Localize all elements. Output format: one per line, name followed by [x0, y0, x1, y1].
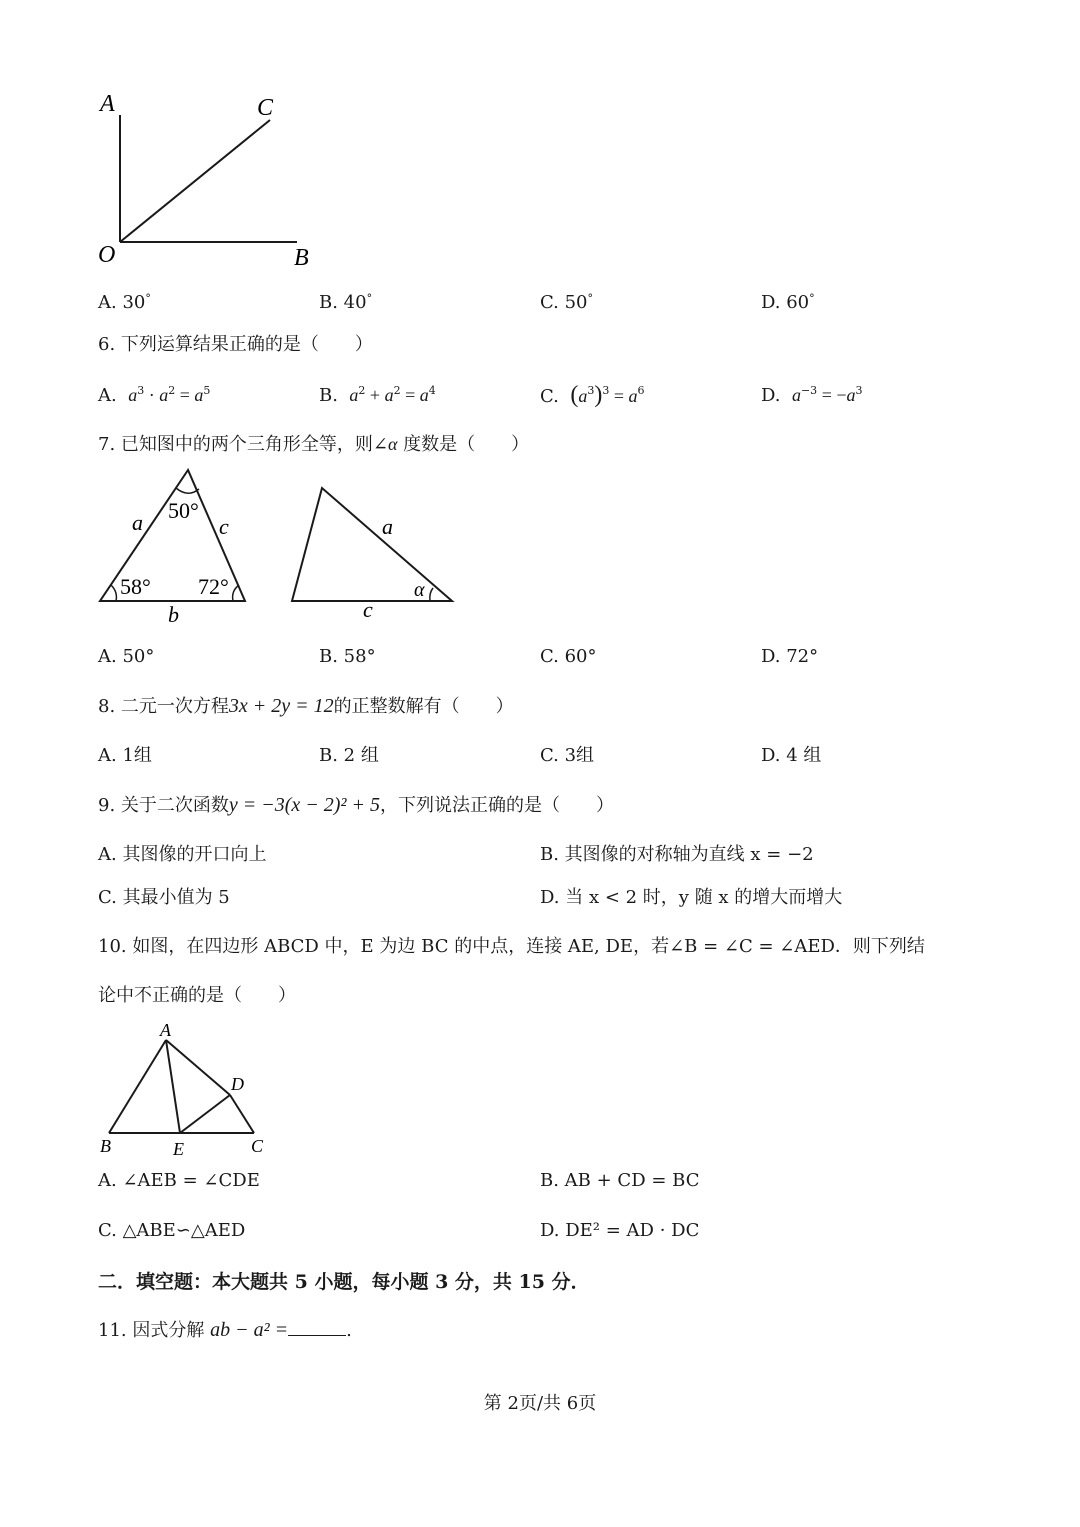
q10-stem-line2: 论中不正确的是（ ）	[98, 985, 296, 1006]
side-c2-label: c	[363, 597, 373, 622]
q7-stem: 7. 已知图中的两个三角形全等，则∠α 度数是（ ）	[98, 434, 530, 455]
q10-option-b: B. AB + CD = BC	[540, 1170, 700, 1191]
q9-option-c: C. 其最小值为 5	[98, 887, 230, 908]
q8-option-d: D. 4 组	[761, 745, 822, 766]
q7-option-d: D. 72°	[761, 646, 819, 667]
q10-option-c: C. △ABE∽△AED	[98, 1220, 246, 1241]
q9-option-b: B. 其图像的对称轴为直线 x = −2	[540, 844, 814, 865]
q5-option-d: D. 60°	[761, 292, 815, 313]
label-B: B	[100, 1136, 111, 1156]
side-c-label: c	[219, 514, 229, 539]
section-heading: 二．填空题：本大题共 5 小题，每小题 3 分，共 15 分．	[98, 1271, 590, 1293]
page-footer: 第 2页/共 6页	[483, 1393, 597, 1414]
q9-option-a: A. 其图像的开口向上	[98, 844, 267, 865]
q5-option-c: C. 50°	[540, 292, 593, 313]
angle-alpha-label: α	[414, 579, 425, 601]
q8-option-b: B. 2 组	[319, 745, 379, 766]
q9-option-d: D. 当 x < 2 时，y 随 x 的增大而增大	[540, 887, 843, 908]
side-a2-label: a	[382, 514, 393, 539]
label-C: C	[257, 95, 274, 121]
label-O: O	[98, 242, 116, 268]
q7-option-c: C. 60°	[540, 646, 597, 667]
q9-stem: 9. 关于二次函数y = −3(x − 2)² + 5，下列说法正确的是（ ）	[98, 794, 614, 816]
angle-50-label: 50°	[168, 498, 199, 523]
label-E: E	[173, 1139, 184, 1159]
q6-option-d: D. $a^{-3} = -a^3$	[761, 384, 863, 406]
quadrilateral-figure-q10	[96, 1018, 276, 1160]
label-A: A	[100, 91, 115, 117]
label-C: C	[251, 1136, 264, 1156]
answer-blank[interactable]	[288, 1319, 346, 1336]
side-a-label: a	[132, 510, 143, 535]
label-A: A	[160, 1020, 171, 1040]
q7-option-b: B. 58°	[319, 646, 376, 667]
q5-option-b: B. 40°	[319, 292, 373, 313]
label-B: B	[294, 245, 309, 271]
angle-72-label: 72°	[198, 574, 229, 599]
q5-option-a: A. 30°	[98, 292, 151, 313]
q6-option-a: A. $a^3 \cdot a^2 = a^5$	[98, 384, 211, 406]
congruent-triangles-figure	[92, 462, 462, 632]
angle-figure-q5	[90, 85, 330, 275]
q8-stem: 8. 二元一次方程3x + 2y = 12的正整数解有（ ）	[98, 695, 514, 717]
q8-option-a: A. 1组	[98, 745, 152, 766]
label-D: D	[231, 1074, 244, 1094]
q7-option-a: A. 50°	[98, 646, 155, 667]
q10-option-a: A. ∠AEB = ∠CDE	[98, 1170, 260, 1191]
q8-option-c: C. 3组	[540, 745, 595, 766]
q10-option-d: D. DE² = AD · DC	[540, 1220, 700, 1241]
q6-option-b: B. $a^2 + a^2 = a^4$	[319, 384, 436, 406]
q11-stem: 11. 因式分解 ab − a² = .	[98, 1319, 352, 1341]
q6-option-c: C. $(a^3)^3 = a^6$	[540, 382, 645, 408]
q10-stem-line1: 10. 如图，在四边形 ABCD 中，E 为边 BC 的中点，连接 AE, DE，若∠B = ∠C = ∠AED．则下列结	[98, 936, 925, 957]
side-b-label: b	[168, 602, 179, 627]
angle-58-label: 58°	[120, 574, 151, 599]
q6-stem: 6. 下列运算结果正确的是（ ）	[98, 334, 373, 355]
